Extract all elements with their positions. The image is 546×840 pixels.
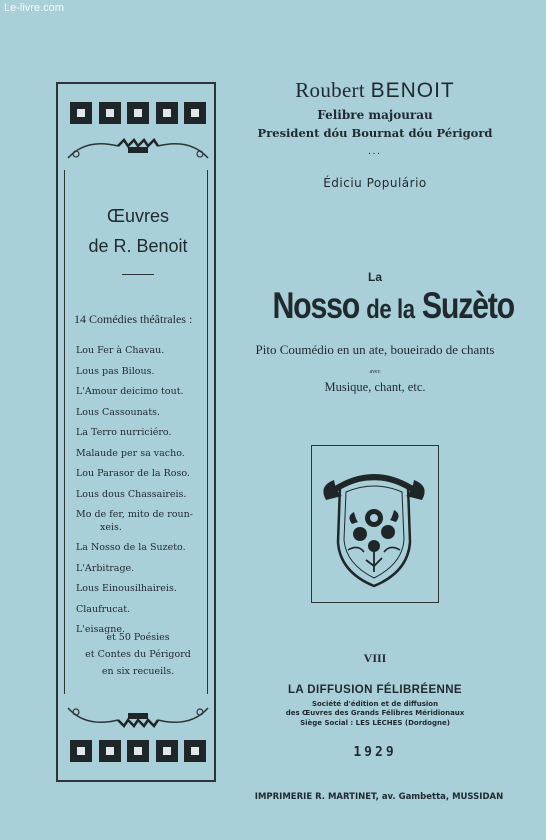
- works-footer-line: et Contes du Périgord: [85, 649, 191, 660]
- work-title: Lous Einousilhaireis.: [76, 583, 177, 594]
- works-heading-line1: Œuvres: [106, 206, 169, 226]
- publication-year: 1929: [353, 745, 397, 760]
- works-footer: [58, 629, 218, 680]
- checker-tile: [156, 740, 178, 762]
- work-title: Malaude per sa vacho.: [76, 447, 185, 459]
- works-footer-line: en six recueils.: [101, 666, 175, 677]
- works-subheading: 14 Comédies théâtrales :: [74, 312, 193, 326]
- author-role: Felibre majourau: [317, 108, 433, 122]
- book-extras: Musique, chant, etc.: [324, 380, 426, 394]
- title-word: Nosso: [272, 285, 360, 326]
- author-last-name: BENOIT: [370, 79, 455, 102]
- work-title: Claufrucat.: [76, 603, 131, 615]
- checker-tile: [127, 740, 149, 762]
- works-panel: [56, 82, 216, 782]
- watermark: Le-livre.com: [4, 2, 64, 14]
- publisher-detail: des Œuvres des Grands Félibres Méridionaux: [285, 709, 465, 717]
- volume-number: VIII: [363, 651, 387, 665]
- book-title: [272, 285, 514, 327]
- works-heading-line2: de R. Benoit: [88, 236, 188, 256]
- publisher-detail: Société d'édition et de diffusion: [311, 700, 439, 708]
- divider: [122, 274, 154, 275]
- checker-tile: [70, 102, 92, 124]
- works-list: [76, 341, 193, 641]
- title-word: Suzèto: [421, 285, 514, 326]
- work-title: Lous pas Bilous.: [76, 365, 155, 377]
- work-title: L'Amour deicimo tout.: [76, 386, 184, 397]
- title-article: La: [367, 270, 382, 284]
- work-title: Lou Fer à Chavau.: [76, 345, 165, 356]
- author-role: President dóu Bournat dóu Périgord: [257, 126, 493, 140]
- work-title: Lous Cassounats.: [76, 406, 161, 418]
- avec-label: avec: [369, 369, 381, 375]
- author-first-name: Roubert: [295, 78, 365, 102]
- checker-tile: [70, 740, 92, 762]
- shield-rose-emblem-icon: [312, 446, 437, 601]
- checker-tile: [184, 102, 206, 124]
- title-word: de la: [366, 294, 415, 324]
- printer-line: IMPRIMERIE R. MARTINET, av. Gambetta, MUSSIDAN: [254, 792, 504, 802]
- checker-border-bottom: [70, 740, 206, 762]
- checker-tile: [99, 102, 121, 124]
- book-subtitle: Pito Coumédio en un ate, boueirado de chants: [255, 342, 495, 357]
- checker-tile: [99, 740, 121, 762]
- work-title: La Nosso de la Suzeto.: [76, 542, 186, 553]
- work-title: Lous dous Chassaireis.: [76, 488, 187, 500]
- ornament-top-icon: [66, 132, 210, 162]
- checker-tile: [156, 102, 178, 124]
- ornament-bottom-icon: [66, 704, 210, 734]
- work-title: Lou Parasor de la Roso.: [76, 468, 190, 479]
- work-title: xeis.: [100, 521, 122, 533]
- work-title: L'eisagne.: [76, 624, 125, 635]
- work-title: Mo de fer, mito de roun-: [76, 509, 193, 520]
- works-footer-line: et 50 Poésies: [106, 632, 170, 643]
- separator-dots: ...: [368, 146, 382, 157]
- emblem-frame: [311, 445, 439, 603]
- edition-label: Édiciu Populário: [323, 176, 427, 190]
- checker-tile: [184, 740, 206, 762]
- work-title: L'Arbitrage.: [76, 562, 135, 574]
- checker-tile: [127, 102, 149, 124]
- publisher-name: LA DIFFUSION FÉLIBRÉENNE: [287, 684, 462, 696]
- author-name: [250, 78, 500, 103]
- work-title: La Terro nurriciéro.: [76, 427, 172, 438]
- publisher-address: Siège Social : LES LÈCHES (Dordogne): [300, 719, 450, 727]
- checker-border-top: [70, 102, 206, 124]
